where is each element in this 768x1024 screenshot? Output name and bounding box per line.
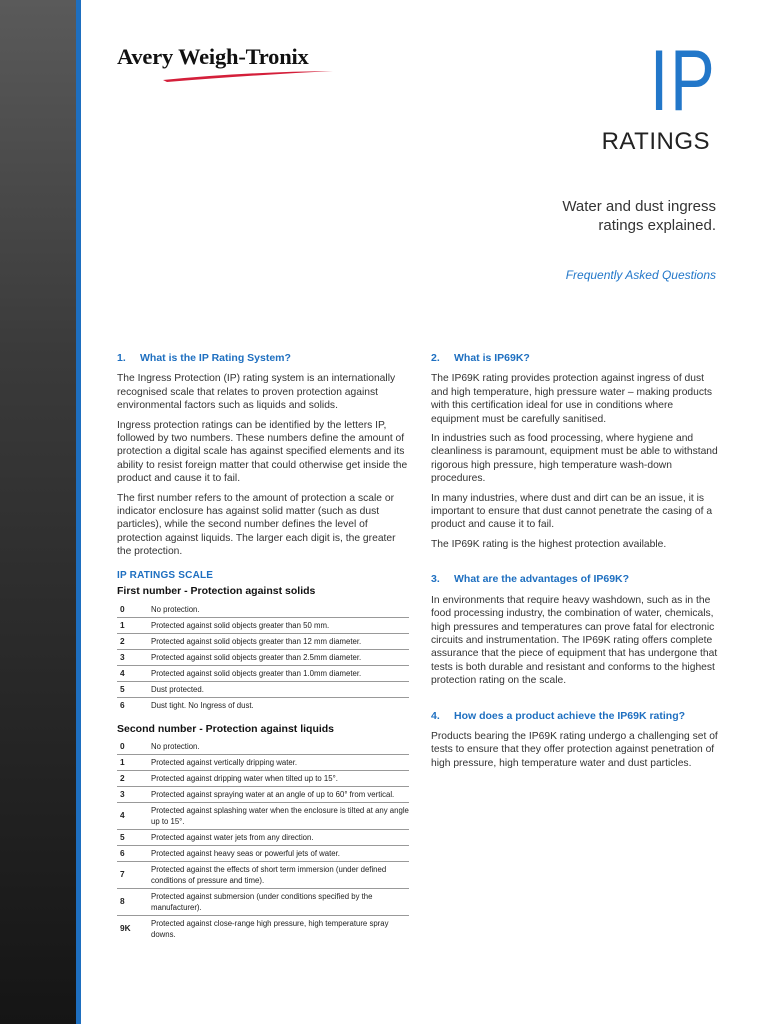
section-heading: 1. What is the IP Rating System?	[117, 352, 291, 364]
page-title: IP	[649, 33, 716, 129]
rating-description: Protected against solid objects greater than 2.5mm diameter.	[151, 649, 409, 665]
rating-code: 5	[117, 829, 151, 845]
accent-stripe	[76, 0, 81, 1024]
paragraph: In many industries, where dust and dirt can be an issue, it is important to ensure that dust cannot penetrate the casing of a product and cause it to fail.	[431, 492, 713, 531]
rating-code: 5	[117, 681, 151, 697]
section-q4	[431, 710, 721, 771]
brand-logo	[117, 44, 329, 88]
rating-description: Protected against submersion (under conditions specified by the manufacturer).	[151, 888, 409, 915]
section-q3	[431, 573, 721, 687]
rating-description: No protection.	[151, 739, 409, 755]
table-row	[117, 633, 409, 649]
paragraph: Ingress protection ratings can be identified by the letters IP, followed by two numbers. These numbers define the amount of protection a digital scale has against specified elements and its ability to resist foreign matter that could otherwise get inside the product and cause it to fail.	[117, 419, 408, 485]
rating-code: 7	[117, 861, 151, 888]
faq-label: Frequently Asked Questions	[565, 268, 716, 282]
rating-description: No protection.	[151, 602, 409, 618]
rating-code: 1	[117, 617, 151, 633]
rating-description: Protected against splashing water when the enclosure is tilted at any angle up to 15°.	[151, 802, 409, 829]
rating-description: Protected against dripping water when tilted up to 15°.	[151, 770, 409, 786]
paragraph: Products bearing the IP69K rating undergo a challenging set of tests to ensure that they offer protection against penetration of high pressure, high temperature water and dust particles.	[431, 730, 718, 769]
left-column	[117, 352, 411, 952]
table-row	[117, 617, 409, 633]
scale-heading: IP RATINGS SCALE	[117, 569, 214, 581]
section-heading: 4. How does a product achieve the IP69K rating?	[431, 709, 686, 722]
paragraph: In environments that require heavy washdown, such as in the food processing industry, the combination of water, chemicals, high pressures and temperatures can prove fatal for electronic circuits and instrumentation. The IP69K rating offers complete assurance that the piece of equipment that has undergone that tests is both durable and resistant and conforms to the highest protection rating on the scale.	[431, 594, 718, 687]
table-row	[117, 770, 409, 786]
section-heading: 3. What are the advantages of IP69K?	[431, 573, 630, 586]
rating-code: 1	[117, 754, 151, 770]
rating-description: Protected against solid objects greater than 50 mm.	[151, 617, 409, 633]
rating-description: Protected against close-range high pressure, high temperature spray downs.	[151, 918, 389, 939]
sidebar-decoration	[0, 0, 76, 1024]
paragraph: The first number refers to the amount of protection a scale or indicator enclosure has against solid matter (such as dust particles), while the second number defines the level of protection against liquids. The larger each digit is, the greater the protection.	[117, 492, 396, 558]
section-heading: 2. What is IP69K?	[431, 352, 530, 364]
rating-description: Protected against the effects of short term immersion (under defined conditions of pressure and time).	[151, 861, 409, 888]
table-row	[117, 861, 409, 888]
brand-name: Avery Weigh-Tronix	[117, 44, 309, 69]
rating-code: 4	[117, 665, 151, 681]
table-row	[117, 754, 409, 770]
solids-heading: First number - Protection against solids	[117, 585, 316, 598]
rating-code: 6	[120, 699, 125, 710]
table-row	[117, 602, 409, 618]
table-row	[117, 829, 409, 845]
section-q2	[431, 352, 721, 551]
rating-code: 0	[117, 739, 151, 755]
paragraph: The Ingress Protection (IP) rating system is an internationally recognised scale that relates to proven protection against environmental factors such as liquids and solids.	[117, 373, 396, 412]
right-column	[431, 352, 721, 792]
table-row	[117, 845, 409, 861]
rating-description: Protected against solid objects greater than 1.0mm diameter.	[151, 665, 409, 681]
table-row	[117, 802, 409, 829]
rating-code: 6	[117, 845, 151, 861]
table-row	[117, 786, 409, 802]
table-row	[117, 649, 409, 665]
table-row	[117, 681, 409, 697]
rating-code: 0	[117, 602, 151, 618]
paragraph: The IP69K rating is the highest protection available.	[431, 538, 667, 550]
rating-code: 2	[117, 770, 151, 786]
rating-description: Protected against vertically dripping water.	[151, 754, 409, 770]
tagline: Water and dust ingress ratings explained.	[562, 198, 716, 234]
rating-code: 4	[117, 802, 151, 829]
table-row	[117, 888, 409, 915]
solids-table	[117, 602, 409, 713]
table-row	[117, 739, 409, 755]
table-row	[117, 665, 409, 681]
page-subtitle-word: RATINGS	[601, 128, 710, 155]
section-q1	[117, 352, 411, 559]
rating-code: 9K	[120, 923, 131, 934]
rating-code: 2	[117, 633, 151, 649]
paragraph: The IP69K rating provides protection against ingress of dust and high temperature, high pressure water – making products with this certification ideal for use in conditions where equipment must be carefully sanitised.	[431, 373, 713, 425]
rating-description: Dust protected.	[151, 681, 409, 697]
rating-code: 3	[117, 649, 151, 665]
rating-description: Protected against heavy seas or powerful jets of water.	[151, 845, 409, 861]
rating-description: Protected against solid objects greater than 12 mm diameter.	[151, 633, 409, 649]
table-row	[117, 915, 409, 942]
rating-code: 3	[117, 786, 151, 802]
rating-description: Dust tight. No Ingress of dust.	[151, 700, 254, 710]
paragraph: In industries such as food processing, where hygiene and cleanliness is paramount, equipment must be able to withstand rigorous high pressure, high temperature wash-down procedures.	[431, 433, 718, 485]
liquids-table	[117, 739, 409, 942]
rating-code: 8	[117, 888, 151, 915]
rating-description: Protected against spraying water at an angle of up to 60° from vertical.	[151, 786, 409, 802]
logo-swoosh-icon	[163, 70, 333, 82]
rating-description: Protected against water jets from any direction.	[151, 829, 409, 845]
table-row	[117, 697, 409, 713]
liquids-heading: Second number - Protection against liquids	[117, 722, 335, 735]
